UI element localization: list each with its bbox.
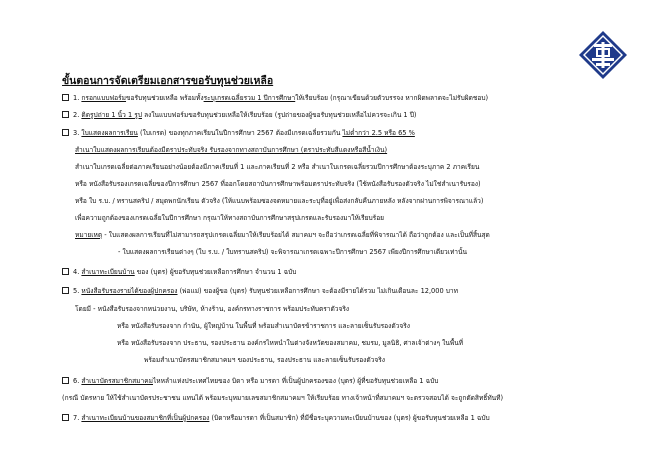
list-item-6: 6. สำเนาบัตรสมาชิกสมาคมไหหลำแห่งประเทศไทยของ บิดา หรือ มารดา ที่เป็นผู้ปกครองของ (บุตร) ผู้ที่ขอรับทุนช่วยเหลือ 1 ฉบับ <box>62 377 438 386</box>
item-5-line-2: หรือ หนังสือรับรองจาก กำนัน, ผู้ใหญ่บ้าน ในพื้นที่ พร้อมสำเนาบัตรข้าราชการ และลายเซ็นรับรองตัวจริง <box>117 322 410 330</box>
item-5-line-4: พร้อมสำเนาบัตรสมาชิกสมาคมฯ ของประธาน, รองประธาน และลายเซ็นรับรองตัวจริง <box>144 356 386 364</box>
list-item-3: 3. ใบแสดงผลการเรียน (ใบเกรด) ของทุกภาคเรียนในปีการศึกษา 2567 ต้องมีเกรดเฉลี่ยรวมกัน ไม่ต่ำกว่า 2.5 หรือ 65 % <box>62 129 415 138</box>
checkbox-7[interactable] <box>62 414 69 421</box>
checkbox-1[interactable] <box>62 94 69 101</box>
list-item-2: 2. ติดรูปถ่าย 1 นิ้ว 1 รูป ลงในแบบฟอร์มขอรับทุนช่วยเหลือให้เรียบร้อย (รูปถ่ายของผู้ขอรับทุนช่วยเหลือไม่ควรจะเกิน 1 ปี) <box>62 111 416 120</box>
list-item-1: 1. กรอกแบบฟอร์มขอรับทุนช่วยเหลือ พร้อมทั้งระบุเกรดเฉลี่ยรวม 1 ปีการศึกษาให้เรียบร้อย (กรุณาเขียนด้วยตัวบรรจง หากผิดพลาดจะไม่รับผิดชอบ) <box>62 94 488 103</box>
foundation-emblem-icon <box>578 30 628 80</box>
item-5-line-3: หรือ หนังสือรับรองจาก ประธาน, รองประธาน องค์กรไหหนำในต่างจังหวัดของสมาคม, ชมรม, มูลนิธิ, ศาลเจ้าต่างๆ ในพื้นที่ <box>117 339 464 347</box>
item-3-line-1: สำเนาใบแสดงผลการเรียนต้องมีตราประทับจริง รับรองจากทางสถาบันการศึกษา (ตราประทับสีแดงหรือสีน้ำเงิน) <box>75 146 388 154</box>
list-item-5: 5. หนังสือรับรองรายได้ของผู้ปกครอง (พ่อแม่) ของผู้ขอ (บุตร) รับทุนช่วยเหลือการศึกษา จะต้องมีรายได้รวม ไม่เกินเดือนละ 12,000 บาท <box>62 287 458 296</box>
item-3-line-4: หรือ ใบ ร.บ. / ทรานสคริป / สมุดพกนักเรียน ตัวจริง (ให้แนบพร้อมซองจดหมายและระบุที่อยู่เพื่อส่งกลับคืนภายหลัง หลังจากผ่านการพิจารณาแล้ว) <box>75 197 484 205</box>
page-title: ขั้นตอนการจัดเตรียมเอกสารขอรับทุนช่วยเหลือ <box>62 75 274 87</box>
list-item-4: 4. สำเนาทะเบียนบ้าน ของ (บุตร) ผู้ขอรับทุนช่วยเหลือการศึกษา จำนวน 1 ฉบับ <box>62 268 296 277</box>
item-6-line-2: (กรณี บัตรหาย ให้ใช้สำเนาบัตรประชาชน แทนได้ พร้อมระบุหมายเลขสมาชิกสมาคมฯ ให้เรียบร้อย ทางเจ้าหน้าที่สมาคมฯ จะตรวจสอบได้ จะถูกตัดสิทธิ์ทันที) <box>62 394 504 402</box>
item-3-note: หมายเหตุ - ใบแสดงผลการเรียนที่ไม่สามารถสรุปเกรดเฉลี่ยมาให้เรียบร้อยได้ สมาคมฯ จะถือว่าเกรดเฉลี่ยที่พิจารณาได้ ถือว่าถูกต้อง และเป็นที่สิ้นสุด <box>75 231 490 239</box>
checkbox-2[interactable] <box>62 111 69 118</box>
item-3-line-2: สำเนาใบเกรดเฉลี่ยต่อภาคเรียนอย่างน้อยต้องมีภาคเรียนที่ 1 และภาคเรียนที่ 2 หรือ สำเนาใบเกรดเฉลี่ยรวมปีการศึกษาต้องระบุภาค 2 ภาคเรียน <box>75 163 480 171</box>
item-3-note-2: - ใบแสดงผลการเรียนต่างๆ (ใบ ร.บ. / ใบทรานสคริป) จะพิจารณาเกรดเฉพาะปีการศึกษา 2567 เพียงปีการศึกษาเดียวเท่านั้น <box>118 248 468 256</box>
checkbox-6[interactable] <box>62 377 69 384</box>
checkbox-3[interactable] <box>62 129 69 136</box>
item-3-line-3: หรือ หนังสือรับรองเกรดเฉลี่ยของปีการศึกษา 2567 ที่ออกโดยสถาบันการศึกษาพร้อมตราประทับจริง (ใช้หนังสือรับรองตัวจริง ไม่ใช่สำเนารับรอง) <box>75 180 481 188</box>
item-3-line-5: เพื่อความถูกต้องของเกรดเฉลี่ยในปีการศึกษา กรุณาให้ทางสถาบันการศึกษาสรุปเกรดและรับรองมาให้เรียบร้อย <box>75 214 385 222</box>
list-item-7: 7. สำเนาทะเบียนบ้านของสมาชิกที่เป็นผู้ปกครอง (บิดาหรือมารดา ที่เป็นสมาชิก) ที่มีชื่อระบุความทะเบียนบ้านของ (บุตร) ผู้ขอรับทุนช่วยเหลือ 1 ฉบับ <box>62 414 490 423</box>
checkbox-5[interactable] <box>62 287 69 294</box>
checkbox-4[interactable] <box>62 268 69 275</box>
item-5-line-1: โดยมี - หนังสือรับรองจากหน่วยงาน, บริษัท, ห้างร้าน, องค์กรทางราชการ พร้อมประทับตราตัวจริง <box>75 305 350 313</box>
